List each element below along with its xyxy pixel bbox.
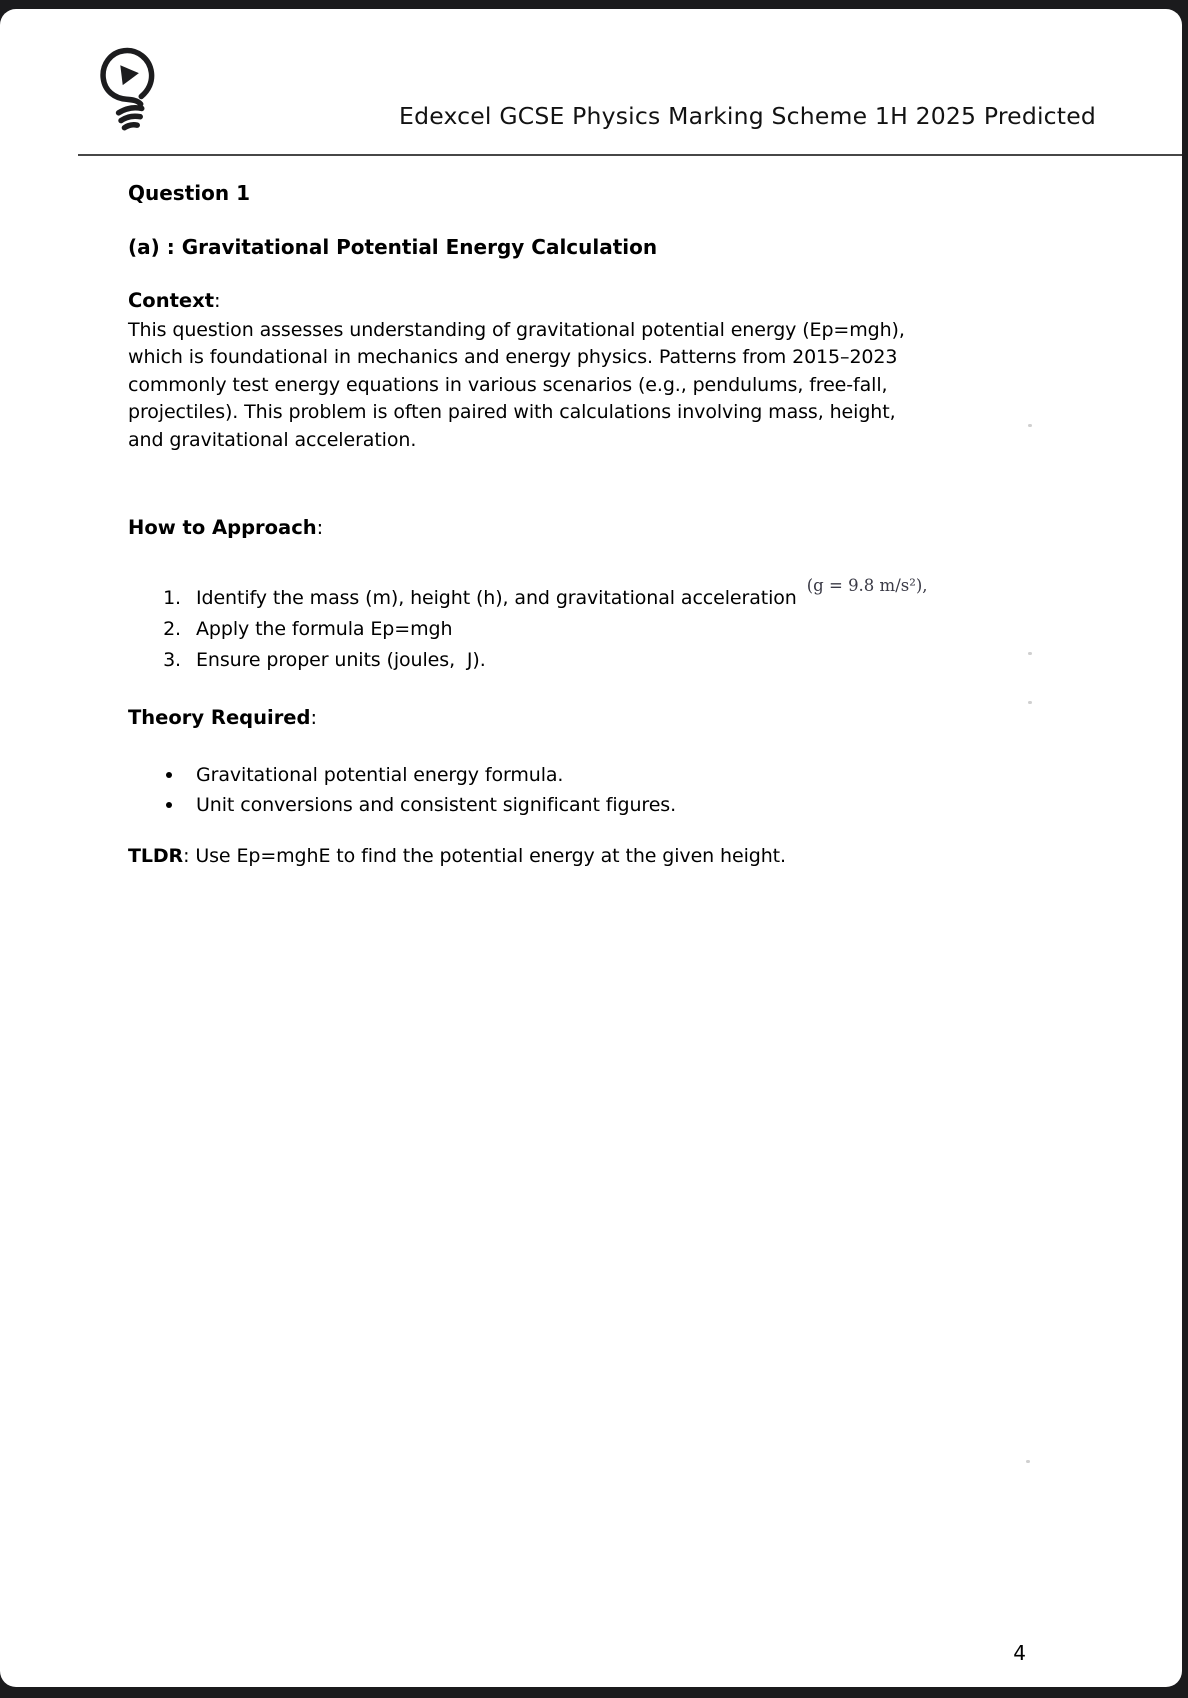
tldr-line — [128, 843, 1094, 870]
context-paragraph — [128, 317, 1094, 454]
scan-speck — [1028, 424, 1032, 427]
bullet-dot-icon — [166, 772, 172, 778]
theory-heading-label: Theory Required — [128, 706, 311, 730]
approach-step — [128, 576, 1094, 614]
context-line: which is foundational in mechanics and energy physics. Patterns from 2015–2023 — [128, 346, 898, 369]
tldr-label: TLDR — [128, 845, 184, 868]
bullet-text: Unit conversions and consistent significant figures. — [196, 794, 677, 817]
context-line: commonly test energy equations in various scenarios (e.g., pendulums, free-fall, — [128, 373, 888, 396]
approach-step — [128, 645, 1094, 676]
context-line: projectiles). This problem is often paired with calculations involving mass, height, — [128, 401, 896, 424]
bullet-item — [128, 790, 1094, 820]
step-text: Apply the formula Ep=mgh — [196, 618, 453, 641]
approach-heading — [128, 515, 1094, 541]
step-number: 1. — [163, 587, 181, 610]
page-number: 4 — [1013, 1641, 1026, 1665]
context-line: and gravitational acceleration. — [128, 428, 417, 451]
bullet-dot-icon — [166, 802, 172, 808]
question-part-heading: (a) : Gravitational Potential Energy Calculation — [128, 235, 658, 259]
bullet-dot-cell — [128, 760, 196, 790]
approach-steps-list — [128, 576, 1094, 676]
bullet-text: Gravitational potential energy formula. — [196, 764, 564, 787]
approach-step — [128, 614, 1094, 645]
question-heading: Question 1 — [128, 181, 250, 205]
theory-heading-colon: : — [310, 706, 318, 730]
step-text: Identify the mass (m), height (h), and gravitational acceleration(g = 9.8 m/s²), — [196, 576, 928, 610]
scan-speck — [1028, 652, 1032, 655]
step-text: Ensure proper units (joules, J). — [196, 649, 486, 672]
page-content — [128, 155, 1094, 870]
theory-bullets-list — [128, 760, 1094, 820]
bullet-dot-cell — [128, 790, 196, 820]
theory-heading — [128, 705, 1094, 731]
lightbulb-play-icon — [100, 43, 156, 135]
context-heading-label: Context — [128, 289, 215, 312]
scan-speck — [1028, 701, 1032, 704]
context-heading-colon: : — [214, 289, 221, 312]
tldr-text: : Use Ep=mghE to find the potential energy at the given height. — [183, 845, 786, 868]
bullet-item — [128, 760, 1094, 790]
document-page — [0, 9, 1182, 1687]
document-title: Edexcel GCSE Physics Marking Scheme 1H 2025 Predicted — [399, 102, 1096, 130]
step-number: 2. — [163, 618, 181, 641]
approach-heading-label: How to Approach — [128, 516, 317, 540]
approach-heading-colon: : — [316, 516, 324, 540]
context-line: This question assesses understanding of gravitational potential energy (Ep=mgh), — [128, 319, 905, 341]
step-number: 3. — [163, 649, 181, 672]
context-heading — [128, 288, 1094, 314]
inline-math-formula: (g = 9.8 m/s²), — [806, 576, 928, 596]
scan-speck — [1026, 1460, 1030, 1463]
